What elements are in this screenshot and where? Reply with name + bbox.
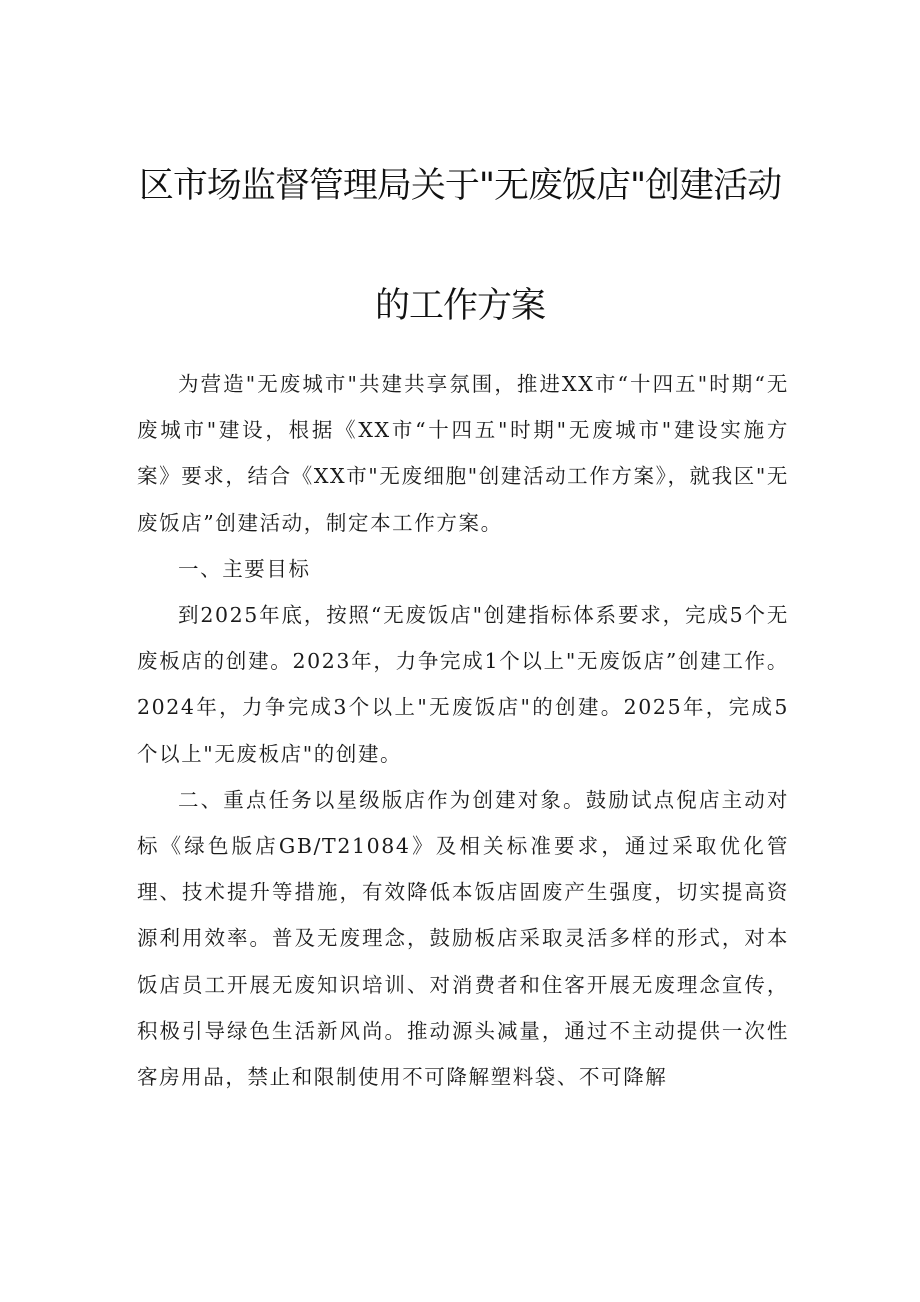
document-title-line-1: 区市场监督管理局关于"无废饭店"创建活动 bbox=[138, 166, 782, 206]
section-heading-main-goals: 一、主要目标 bbox=[178, 556, 311, 581]
goals-paragraph: 到2025年底，按照“无废饭店"创建指标体系要求，完成5个无废板店的创建。2023年，力争完成1个以上"无废饭店”创建工作。2024年，力争完成3个以上"无废饭店"的创建。2025年，完成5个以上"无废板店"的创建。 bbox=[137, 603, 789, 766]
intro-paragraph: 为营造"无废城市"共建共享氛围，推进XX市“十四五"时期“无废城市"建设，根据《XX市“十四五"时期"无废城市"建设实施方案》要求，结合《XX市"无废细胞"创建活动工作方案》，就我区"无废饭店”创建活动，制定本工作方案。 bbox=[137, 372, 789, 535]
key-tasks-paragraph: 二、重点任务以星级版店作为创建对象。鼓励试点倪店主动对标《绿色版店GB/T21084》及相关标准要求，通过采取优化管理、技术提升等措施，有效降低本饭店固废产生强度，切实提高资源利用效率。普及无废理念，鼓励板店采取灵活多样的形式，对本饭店员工开展无废知识培训、对消费者和住客开展无废理念宣传，积极引导绿色生活新风尚。推动源头减量，通过不主动提供一次性客房用品，禁止和限制使用不可降解塑料袋、不可降解 bbox=[137, 787, 789, 1090]
document-body bbox=[137, 361, 789, 1100]
document-title-line-2: 的工作方案 bbox=[374, 286, 545, 326]
